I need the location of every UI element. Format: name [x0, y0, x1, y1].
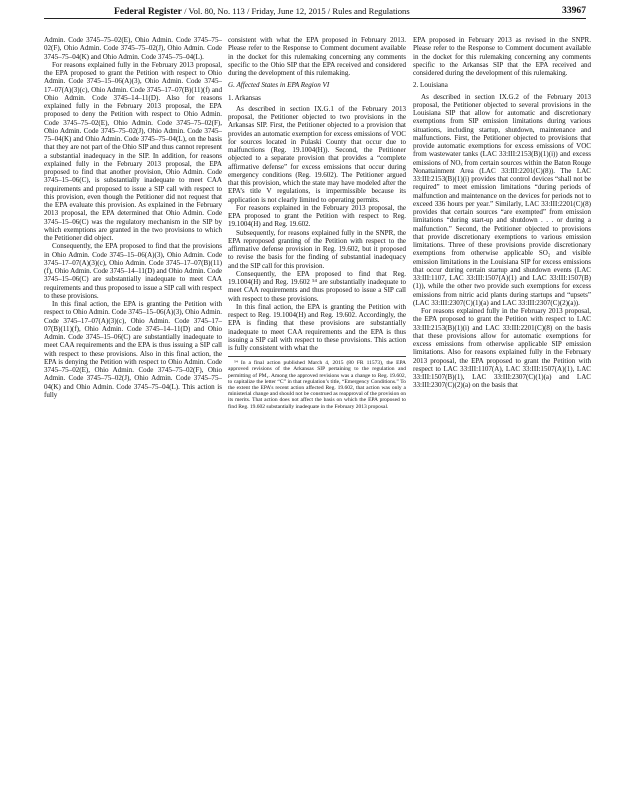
- paragraph: Admin. Code 3745–75–02(E), Ohio Admin. Code 3745–75–02(F), Ohio Admin. Code 3745–75–02(J), Ohio Admin. Code 3745–75–04(K) and Ohio Admin. Code 3745–75–04(L).: [44, 36, 222, 61]
- text-column-2: [228, 36, 406, 796]
- section-heading-louisiana: 2. Louisiana: [413, 81, 448, 90]
- paragraph: In this final action, the EPA is granting the Petition with respect to Reg. 19.1004(H) and Reg. 19.602. Accordingly, the EPA is finding that these provisions are substantially inadequate to meet CAA requirements and the EPA is thus issuing a SIP call with respect to these provisions. This action is fully consistent with what the: [228, 302, 406, 352]
- paragraph: For reasons explained in the February 2013 proposal, the EPA proposed to grant the Petition with respect to Reg. 19.1004(H) and Reg. 19.602.: [228, 203, 406, 229]
- col2-section-b: [228, 105, 406, 353]
- col3-section-b: [413, 93, 591, 390]
- text-column-3: [413, 36, 591, 796]
- running-header: [44, 4, 586, 19]
- paragraph: As described in section IX.G.2 of the February 2013 proposal, the Petitioner objected to several provisions in the Louisiana SIP that allow for automatic and discretionary exemptions from SIP emission limitations during various situations, including startup, shutdown, maintenance and malfunctions. First, the Petitioner objected to provisions that provide automatic exemptions for excess emissions of VOC from wastewater tanks (LAC 33:III:2153(B)(1)(i)) and excess emissions of NOₓ from certain sources within the Baton Rouge Nonattainment Area (LAC 33:III:2201(C)(8)). The LAC 33:III:2153(B)(1)(i) provides that control devices “shall not be required” to meet emission limitations “during periods of malfunction and maintenance on the devices for periods not to exceed 336 hours per year.” Similarly, LAC 33:III:2201(C)(8) provides that certain sources “are exempted” from emission limitations “during start-up and shutdown . . . or during a malfunction.” Second, the Petitioner objected to provisions that provide discretionary exemptions to various emission limitations. Three of these provisions provide discretionary exemptions from otherwise applicable SO₂ and visible emission limitations in the Louisiana SIP for excess emissions that occur during certain startup and shutdown events (LAC 33:III:1107, LAC 33:III:1507(A)(1) and LAC 33:III:1507(B)(1)), while the other two provide such exemptions for excess emissions from nitric acid plants during startups and “upsets” (LAC 33:III:2307(C)(1)(a) and LAC 33:III:2307(C)(2)(a)).: [413, 92, 591, 307]
- section-heading-arkansas: 1. Arkansas: [228, 93, 261, 102]
- paragraph: As described in section IX.G.1 of the February 2013 proposal, the Petitioner objected to two provisions in the Arkansas SIP. First, the Petitioner objected to a provision that provides an automatic exemption for excess emissions of VOC for sources located in Pulaski County that occur due to malfunctions (Reg. 19.1004(H)). Second, the Petitioner objected to a separate provision that provides a “complete affirmative defense” for excess emissions that occur during emergency conditions (Reg. 19.602). The Petitioner argued that this provision, which the state may have modeled after the EPA’s title V regulations, is impermissible because its application is not clearly limited to operating permits.: [228, 104, 406, 204]
- col2-section-a: [228, 36, 406, 77]
- footnote: ⁵⁴ In a final action published March 4, 2015 (80 FR 11573), the EPA approved revisions of the Arkansas SIP pertaining to the regulation and permitting of PM₁. Among the approved revisions was a change to Reg. 19.602, to capitalize the letter “C” in that regulation’s title, “Emergency Conditions.” To the extent the EPA’s recent action affected Reg. 19.602, that action was only a ministerial change and should not be construed as reapproval of the provision on its merits. That action does not affect the basis on which the EPA proposed to find Reg. 19.602 substantially inadequate in the February 2013 proposal.: [228, 356, 406, 410]
- col3-section-a: [413, 36, 591, 77]
- paragraph: Consequently, the EPA proposed to find that the provisions in Ohio Admin. Code 3745–15–06(A)(3), Ohio Admin. Code 3745–17–07(A)(3)(c), Ohio Admin. Code 3745–17–07(B)(11)(f), Ohio Admin. Code 3745–14–11(D) and Ohio Admin. Code 3745–15–06(C) are substantially inadequate to meet CAA requirements and thus proposed to issue a SIP call with respect to these provisions.: [44, 242, 222, 300]
- page-number: 33967: [562, 5, 586, 16]
- paragraph: For reasons explained fully in the February 2013 proposal, the EPA proposed to grant the Petition with respect to Ohio Admin. Code 3745–15–06(A)(3), Ohio Admin. Code 3745–17–07(A)(3)(c), Ohio Admin. Code 3745–17–07(B)(11)(f) and Ohio Admin. Code 3745–14–11(D). Also for reasons explained fully in the February 2013 proposal, the EPA proposed to deny the Petition with respect to Ohio Admin. Code 3745–75–02(E), Ohio Admin. Code 3745–75–02(F), Ohio Admin. Code 3745–75–02(J), Ohio Admin. Code 3745–75–04(K) and Ohio Admin. Code 3745–75–04(L), on the basis that they are not part of the Ohio SIP and thus cannot represent a substantial inadequacy in the SIP. In addition, for reasons explained fully in the February 2013 proposal, the EPA proposed to find that another provision, Ohio Admin. Code 3745–15–06(C), is substantially inadequate to meet CAA requirements and proposed to issue a SIP call with respect to this provision, even though the Petitioner did not request that the EPA evaluate this provision. As explained in the February 2013 proposal, the EPA determined that Ohio Admin. Code 3745–15–06(C) was the regulatory mechanism in the SIP by which exemptions are granted in the two provisions to which the Petitioner did object.: [44, 60, 222, 242]
- header-issue-info: / Vol. 80, No. 113 / Friday, June 12, 2015 / Rules and Regulations: [181, 6, 410, 16]
- text-column-1: [44, 36, 222, 796]
- header-journal-name: Federal Register: [114, 6, 182, 17]
- header-title: [114, 4, 410, 19]
- paragraph: Subsequently, for reasons explained fully in the SNPR, the EPA reproposed granting of the Petition with respect to the affirmative defense provision in Reg. 19.602, but it proposed to revise the basis for the finding of substantial inadequacy and the SIP call for this provision.: [228, 228, 406, 270]
- paragraph: In this final action, the EPA is granting the Petition with respect to Ohio Admin. Code 3745–15–06(A)(3), Ohio Admin. Code 3745–17–07(A)(3)(c), Ohio Admin. Code 3745–17–07(B)(11)(f), Ohio Admin. Code 3745–14–11(D) and Ohio Admin. Code 3745–15–06(C) are substantially inadequate to meet CAA requirements and the EPA is thus issuing a SIP call with respect to these provisions. Also in this final action, the EPA is denying the Petition with respect to Ohio Admin. Code 3745–75–02(E), Ohio Admin. Code 3745–75–02(F), Ohio Admin. Code 3745–75–02(J), Ohio Admin. Code 3745–75–04(K) and Ohio Admin. Code 3745–75–04(L). This action is fully: [44, 300, 222, 399]
- paragraph: For reasons explained fully in the February 2013 proposal, the EPA proposed to grant the Petition with respect to LAC 33:III:2153(B)(1)(i) and LAC 33:III:2201(C)(8) on the basis that these provisions allow for automatic exemptions for excess emissions from otherwise applicable SIP emission limitations. Also for reasons explained fully in the February 2013 proposal, the EPA proposed to grant the Petition with respect to LAC 33:III:1107(A), LAC 33:III:1507(A)(1), LAC 33:III:1507(B)(1), LAC 33:III:2307(C)(1)(a) and LAC 33:III:2307(C)(2)(a) on the basis that: [413, 307, 591, 390]
- paragraph: EPA proposed in February 2013 as revised in the SNPR. Please refer to the Response to Comment document available in the docket for this rulemaking concerning any comments specific to the Arkansas SIP that the EPA received and considered during the development of this rulemaking.: [413, 36, 591, 77]
- paragraph: consistent with what the EPA proposed in February 2013. Please refer to the Response to Comment document available in the docket for this rulemaking concerning any comments specific to the Ohio SIP that the EPA received and considered during the development of this rulemaking.: [228, 36, 406, 77]
- paragraph: Consequently, the EPA proposed to find that Reg. 19.1004(H) and Reg. 19.602 ⁵⁴ are substantially inadequate to meet CAA requirements and thus proposed to issue a SIP call with respect to these provisions.: [228, 269, 406, 303]
- section-heading-region: G. Affected States in EPA Region VI: [228, 81, 330, 90]
